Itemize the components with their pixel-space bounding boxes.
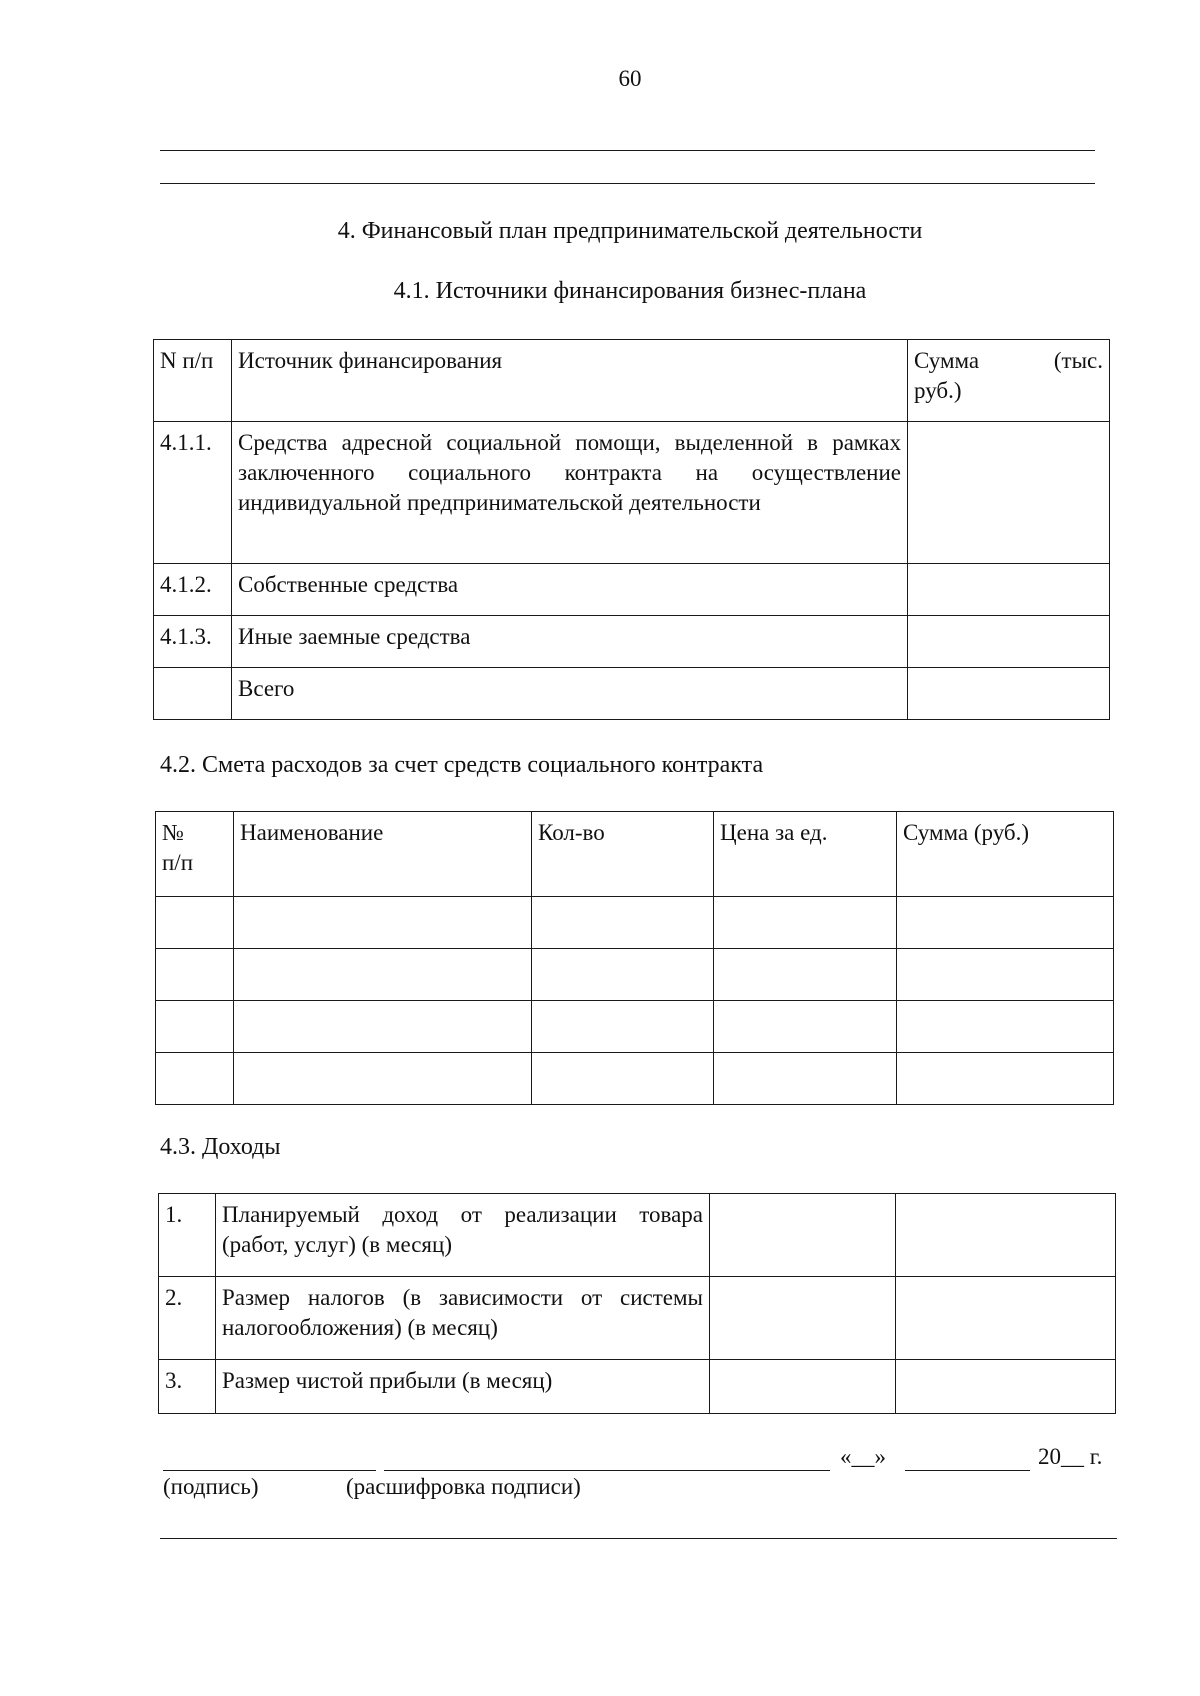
- empty-cell[interactable]: [897, 949, 1114, 1001]
- row-label: Размер чистой прибыли (в месяц): [216, 1360, 710, 1414]
- header-sum-unit: (тыс.: [1053, 348, 1103, 373]
- empty-cell[interactable]: [234, 1053, 532, 1105]
- header-source: Источник финансирования: [232, 340, 908, 422]
- empty-cell[interactable]: [156, 1053, 234, 1105]
- date-year: 20__ г.: [1038, 1444, 1103, 1469]
- empty-cell[interactable]: [897, 1053, 1114, 1105]
- header-num: N п/п: [154, 340, 232, 422]
- row-sum-cell[interactable]: [908, 422, 1110, 564]
- row-num: [154, 668, 232, 720]
- header-sum-label: Сумма: [914, 348, 980, 373]
- table-row: [159, 1277, 1116, 1360]
- header-rule-bottom: [160, 183, 1095, 184]
- empty-cell[interactable]: [897, 1001, 1114, 1053]
- empty-cell[interactable]: [234, 949, 532, 1001]
- empty-cell[interactable]: [896, 1194, 1116, 1277]
- row-label: Размер налогов (в зависимости от системы налогообложения) (в месяц): [216, 1277, 710, 1360]
- table-row: [154, 668, 1110, 720]
- empty-cell[interactable]: [714, 897, 897, 949]
- footer-rule: [160, 1538, 1117, 1539]
- empty-cell[interactable]: [710, 1194, 896, 1277]
- empty-cell[interactable]: [897, 897, 1114, 949]
- table-row: [154, 616, 1110, 668]
- table-row: [156, 812, 1114, 897]
- empty-cell[interactable]: [896, 1277, 1116, 1360]
- header-name: Наименование: [234, 812, 532, 897]
- date-month-line[interactable]: [905, 1470, 1030, 1471]
- row-num: 4.1.3.: [154, 616, 232, 668]
- header-sum: Сумма (руб.): [897, 812, 1114, 897]
- table-row: [156, 949, 1114, 1001]
- header-sum-currency: руб.): [914, 378, 962, 403]
- row-label: Планируемый доход от реализации товара (работ, услуг) (в месяц): [216, 1194, 710, 1277]
- empty-cell[interactable]: [532, 1053, 714, 1105]
- estimate-table: [155, 811, 1114, 1105]
- page-number: 60: [618, 66, 642, 91]
- row-total: Всего: [232, 668, 908, 720]
- empty-cell[interactable]: [710, 1277, 896, 1360]
- table-row: [156, 897, 1114, 949]
- table-row: [159, 1194, 1116, 1277]
- empty-cell[interactable]: [156, 897, 234, 949]
- header-rule-top: [160, 150, 1095, 151]
- row-source: Собственные средства: [232, 564, 908, 616]
- row-num: 1.: [159, 1194, 216, 1277]
- signature-decode-label: (расшифровка подписи): [346, 1474, 581, 1499]
- empty-cell[interactable]: [714, 1053, 897, 1105]
- date-day-quote: «__»: [840, 1444, 886, 1469]
- row-source: Иные заемные средства: [232, 616, 908, 668]
- table-row: [154, 422, 1110, 564]
- income-title: 4.3. Доходы: [160, 1134, 281, 1160]
- sources-title: 4.1. Источники финансирования бизнес-плана: [393, 278, 867, 304]
- empty-cell[interactable]: [234, 1001, 532, 1053]
- empty-cell[interactable]: [896, 1360, 1116, 1414]
- section-title: 4. Финансовый план предпринимательской деятельности: [337, 218, 923, 244]
- empty-cell[interactable]: [532, 897, 714, 949]
- signature-line[interactable]: [163, 1470, 376, 1471]
- header-sum: [908, 340, 1110, 422]
- row-num: 3.: [159, 1360, 216, 1414]
- table-row: [154, 340, 1110, 422]
- empty-cell[interactable]: [714, 1001, 897, 1053]
- row-num: 4.1.1.: [154, 422, 232, 564]
- empty-cell[interactable]: [234, 897, 532, 949]
- empty-cell[interactable]: [156, 949, 234, 1001]
- table-row: [156, 1001, 1114, 1053]
- empty-cell[interactable]: [714, 949, 897, 1001]
- header-qty: Кол-во: [532, 812, 714, 897]
- header-num: [156, 812, 234, 897]
- table-row: [156, 1053, 1114, 1105]
- header-price: Цена за ед.: [714, 812, 897, 897]
- row-source: Средства адресной социальной помощи, выделенной в рамках заключенного социального контракта на осуществление индивидуальной предпринимательской деятельности: [232, 422, 908, 564]
- header-num-sign: №: [162, 820, 184, 845]
- signature-label: (подпись): [163, 1474, 259, 1499]
- row-num: 4.1.2.: [154, 564, 232, 616]
- sources-table: [153, 339, 1110, 720]
- row-sum-cell[interactable]: [908, 564, 1110, 616]
- row-num: 2.: [159, 1277, 216, 1360]
- row-sum-cell[interactable]: [908, 668, 1110, 720]
- row-sum-cell[interactable]: [908, 616, 1110, 668]
- signature-decode-line[interactable]: [384, 1470, 830, 1471]
- table-row: [159, 1360, 1116, 1414]
- header-num-abbr: п/п: [162, 850, 194, 875]
- table-row: [154, 564, 1110, 616]
- empty-cell[interactable]: [532, 1001, 714, 1053]
- estimate-title: 4.2. Смета расходов за счет средств социального контракта: [160, 752, 764, 778]
- income-table: [158, 1193, 1116, 1414]
- empty-cell[interactable]: [532, 949, 714, 1001]
- empty-cell[interactable]: [710, 1360, 896, 1414]
- empty-cell[interactable]: [156, 1001, 234, 1053]
